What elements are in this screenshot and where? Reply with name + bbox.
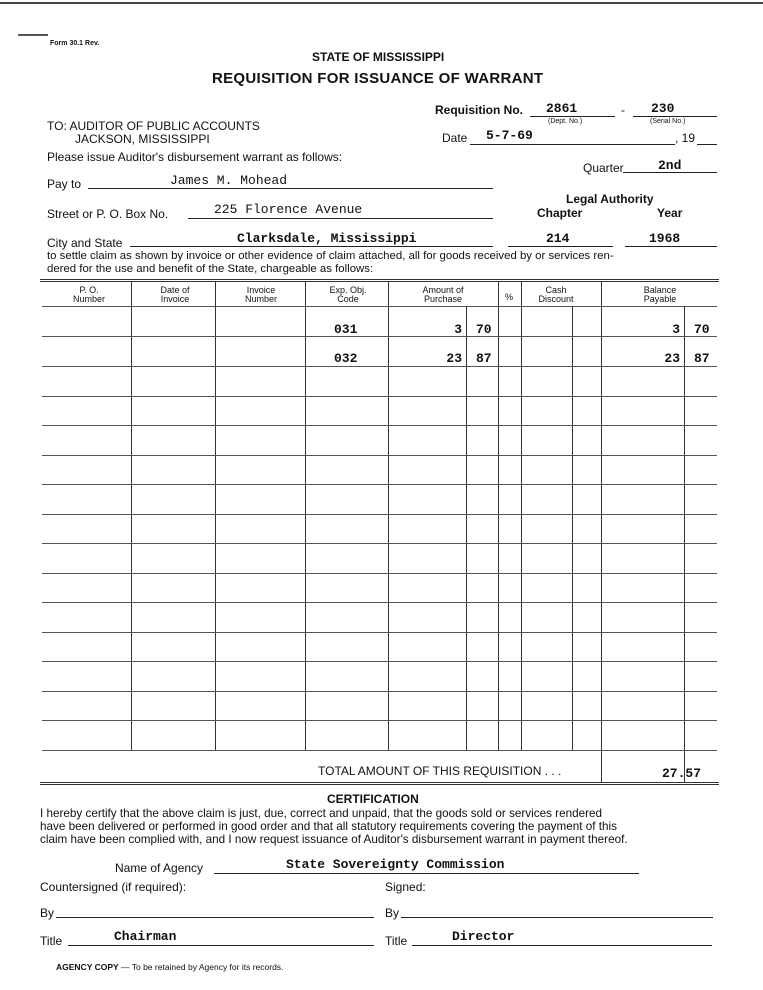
table-top-border xyxy=(40,279,719,282)
year-suffix-line xyxy=(697,144,717,145)
quarter-value: 2nd xyxy=(658,158,682,173)
to-line-2: JACKSON, MISSISSIPPI xyxy=(75,132,210,146)
dash: - xyxy=(621,103,625,117)
street-line xyxy=(188,218,493,219)
title-value-left: Chairman xyxy=(114,929,177,944)
by-label-right: By xyxy=(385,906,400,920)
year-value: 1968 xyxy=(649,231,681,246)
city-line xyxy=(130,246,493,247)
form-title: REQUISITION FOR ISSUANCE OF WARRANT xyxy=(212,70,544,87)
header-amount: Amount of Purchase xyxy=(422,285,464,304)
row-2-balance-cents: 87 xyxy=(694,351,710,366)
title-label-left: Title xyxy=(40,934,63,948)
header-bottom-rule xyxy=(42,306,717,307)
date-value: 5-7-69 xyxy=(486,128,533,143)
date-line xyxy=(470,144,675,145)
chapter-label: Chapter xyxy=(537,206,583,220)
chapter-value: 214 xyxy=(546,231,570,246)
top-edge-rule xyxy=(0,2,763,4)
please-issue-text: Please issue Auditor's disbursement warrant as follows: xyxy=(47,150,343,164)
title-line-right xyxy=(412,945,712,946)
by-line-right xyxy=(401,917,713,918)
street-value: 225 Florence Avenue xyxy=(214,202,363,217)
row-2-code: 032 xyxy=(334,351,358,366)
row-1-balance-cents: 70 xyxy=(694,322,710,337)
certification-line-2: have been delivered or performed in good order and that all statutory requirements covering the payment of this xyxy=(40,820,617,833)
corner-mark xyxy=(18,34,48,36)
pay-to-line xyxy=(88,188,493,189)
agency-copy-note: — To be retained by Agency for its records. xyxy=(118,962,284,972)
to-line-1: TO: AUDITOR OF PUBLIC ACCOUNTS xyxy=(47,119,260,133)
title-value-right: Director xyxy=(452,929,515,944)
pay-to-label: Pay to xyxy=(47,177,82,191)
row-2-amount-cents: 87 xyxy=(476,351,492,366)
by-line-left xyxy=(56,917,374,918)
signed-label: Signed: xyxy=(385,880,426,894)
header-invoice: Invoice Number xyxy=(244,285,277,304)
settle-line-2: dered for the use and benefit of the State, chargeable as follows: xyxy=(47,263,374,275)
year-label: Year xyxy=(657,206,683,220)
header-pct: % xyxy=(504,292,513,302)
legal-authority-label: Legal Authority xyxy=(566,192,654,206)
settle-line-1: to settle claim as shown by invoice or other evidence of claim attached, all for goods received by or services ren- xyxy=(47,250,614,262)
row-1-amount-cents: 70 xyxy=(476,322,492,337)
total-label: TOTAL AMOUNT OF THIS REQUISITION . . . xyxy=(318,764,562,778)
table-bottom-border xyxy=(40,782,719,785)
agency-line xyxy=(214,873,639,874)
row-1-code: 031 xyxy=(334,322,358,337)
year-line xyxy=(625,246,717,247)
header-po: P. O. Number xyxy=(72,285,105,304)
countersigned-label: Countersigned (if required): xyxy=(40,880,187,894)
agency-copy-footer xyxy=(56,962,283,972)
certification-line-3: claim have been complied with, and I now request issuance of Auditor's disbursement warrant in payment thereof. xyxy=(40,833,628,846)
row-1-balance-dollars: 3 xyxy=(672,322,680,337)
row-2-balance-dollars: 23 xyxy=(664,351,680,366)
pay-to-value: James M. Mohead xyxy=(170,173,288,188)
agency-copy-label: AGENCY COPY xyxy=(56,962,119,972)
form-number: Form 30.1 Rev. xyxy=(50,40,100,47)
dept-no-value: 2861 xyxy=(546,101,578,116)
city-label: City and State xyxy=(47,236,123,250)
requisition-label: Requisition No. xyxy=(435,103,523,117)
year-suffix: , 19 xyxy=(675,131,696,145)
total-value: 27.57 xyxy=(662,766,702,781)
dept-caption: (Dept. No.) xyxy=(548,118,583,125)
chapter-line xyxy=(508,246,613,247)
by-label-left: By xyxy=(40,906,55,920)
agency-label: Name of Agency xyxy=(115,861,204,875)
row-1-amount-dollars: 3 xyxy=(454,322,462,337)
dept-no-line xyxy=(530,116,615,117)
header-balance: Balance Payable xyxy=(643,285,677,304)
city-value: Clarksdale, Mississippi xyxy=(237,231,417,246)
header-cash: Cash Discount xyxy=(538,285,574,304)
header-exp: Exp. Obj. Code xyxy=(329,285,367,304)
serial-no-line xyxy=(633,116,717,117)
state-heading: STATE OF MISSISSIPPI xyxy=(312,50,445,64)
serial-caption: (Serial No.) xyxy=(650,118,686,125)
quarter-label: Quarter xyxy=(583,161,624,175)
title-label-right: Title xyxy=(385,934,408,948)
row-2-amount-dollars: 23 xyxy=(446,351,462,366)
date-label: Date xyxy=(442,131,468,145)
header-date: Date of Invoice xyxy=(160,285,190,304)
agency-value: State Sovereignty Commission xyxy=(286,857,505,872)
title-line-left xyxy=(68,945,374,946)
certification-heading: CERTIFICATION xyxy=(327,792,419,806)
serial-no-value: 230 xyxy=(651,101,675,116)
certification-line-1: I hereby certify that the above claim is just, due, correct and unpaid, that the goods sold or services rendered xyxy=(40,807,602,820)
street-label: Street or P. O. Box No. xyxy=(47,207,169,221)
